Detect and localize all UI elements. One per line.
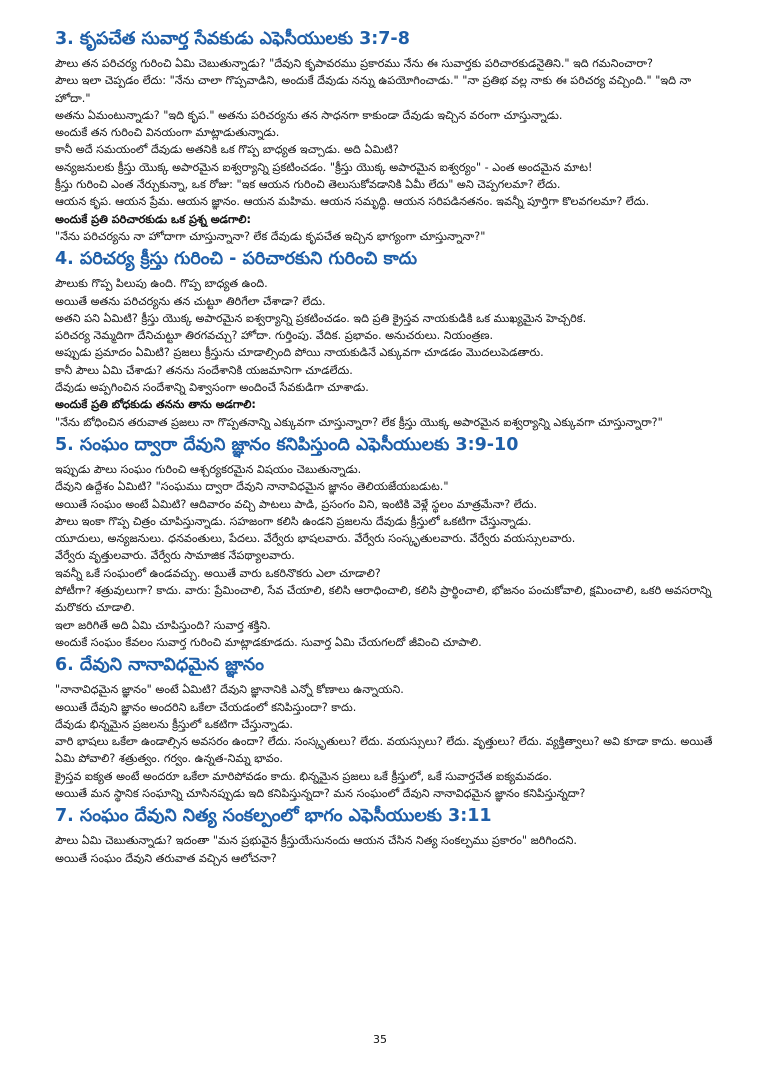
paragraph: అయితే సంఘం దేవుని తరువాత వచ్చిన ఆలోచనా? — [55, 851, 277, 865]
paragraph: క్రైస్తవ ఐక్యత అంటే అందరూ ఒకేలా మారిపోవడం కాదు. భిన్నమైన ప్రజలు ఒకే క్రీస్తులో, ఒకే సువార్తచేత ఐక్యమవడం. — [55, 769, 553, 783]
paragraph: అందుకే తన గురించి వినయంగా మాట్లాడుతున్నాడు. — [55, 126, 280, 140]
paragraph: దేవుని ఉద్దేశం ఏమిటి? "సంఘము ద్వారా దేవుని నానావిధమైన జ్ఞానం తెలియజేయబడుట." — [55, 480, 449, 494]
paragraph: అయితే మన స్థానిక సంఘాన్ని చూసినప్పుడు ఇది కనిపిస్తున్నదా? మన సంఘంలో దేవుని నానావిధమైన జ్ఞానం కనిపిస్తున్నదా? — [55, 786, 586, 800]
section-3 — [55, 28, 715, 245]
paragraph: అతను ఏమంటున్నాడు? "ఇది కృప." అతను పరిచర్యను తన సాధనగా కాకుండా దేవుడు ఇచ్చిన వరంగా చూస్తున్నాడు. — [55, 108, 563, 122]
paragraph: అయితే అతను పరిచర్యను తన చుట్టూ తిరిగేలా చేశాడా? లేదు. — [55, 294, 326, 308]
paragraph: ఇవన్నీ ఒకే సంఘంలో ఉండవచ్చు. అయితే వారు ఒకరినొకరు ఎలా చూడాలి? — [55, 566, 381, 580]
section-4 — [55, 248, 715, 431]
section-heading: 6. దేవుని నానావిధమైన జ్ఞానం — [55, 655, 265, 676]
paragraph: పోటీగా? శత్రువులుగా? కాదు. వారు: ప్రేమించాలి, సేవ చేయాలి, కలిసి ఆరాధించాలి, కలిసి ప్రార్థించాలి, భోజనం పంచుకోవాలి, క్షమించాలి, ఒకరి అవసరాన్ని మరొకరు చూడాలి. — [55, 584, 712, 615]
paragraph: పౌలు ఇలా చెప్పడం లేదు: "నేను చాలా గొప్పవాడిని, అందుకే దేవుడు నన్ను ఉపయోగించాడు." "నా ప్రతిభ వల్ల నాకు ఈ పరిచర్య వచ్చింది." "ఇది నా హోదా." — [55, 74, 692, 105]
page-number: 35 — [373, 1033, 387, 1046]
section-heading: 7. సంఘం దేవుని నిత్య సంకల్పంలో భాగం ఎఫెసీయులకు 3:11 — [55, 806, 492, 827]
paragraph: అప్పుడు ప్రమాదం ఏమిటి? ప్రజలు క్రీస్తును చూడాల్సింది పోయి నాయకుడినే ఎక్కువగా చూడడం మొదలుపెడతారు. — [55, 346, 544, 360]
paragraph: ఇప్పుడు పౌలు సంఘం గురించి ఆశ్చర్యకరమైన విషయం చెబుతున్నాడు. — [55, 462, 362, 476]
paragraph: క్రీస్తు గురించి ఎంత నేర్చుకున్నా, ఒక రోజు: "ఇక ఆయన గురించి తెలుసుకోవడానికి ఏమీ లేదు" అని చెప్పగలమా? లేదు. — [55, 178, 561, 192]
paragraph: దేవుడు అప్పగించిన సందేశాన్ని విశ్వాసంగా అందించే సేవకుడిగా చూశాడు. — [55, 381, 369, 395]
paragraph: అయితే సంఘం అంటే ఏమిటి? ఆదివారం వచ్చి పాటలు పాడి, ప్రసంగం విని, ఇంటికి వెళ్లే స్థలం మాత్రమేనా? లేదు. — [55, 497, 538, 511]
paragraph: అన్యజనులకు క్రీస్తు యొక్క అపారమైన ఐశ్వర్యాన్ని ప్రకటించడం. "క్రీస్తు యొక్క అపారమైన ఐశ్వర్యం" - ఎంత అందమైన మాట! — [55, 160, 593, 174]
paragraph: అయితే దేవుని జ్ఞానం అందరిని ఒకేలా చేయడంలో కనిపిస్తుందా? కాదు. — [55, 700, 357, 714]
paragraph: ఇలా జరిగితే అది ఏమి చూపిస్తుంది? సువార్త శక్తిని. — [55, 618, 271, 632]
paragraph: ఆయన కృప. ఆయన ప్రేమ. ఆయన జ్ఞానం. ఆయన మహిమ. ఆయన సమృద్ధి. ఆయన సరిపడినతనం. ఇవన్నీ పూర్తిగా కొలవగలమా? లేదు. — [55, 195, 650, 209]
paragraph: యూదులు, అన్యజనులు. ధనవంతులు, పేదలు. వేర్వేరు భాషలవారు. వేర్వేరు సంస్కృతులవారు. వేర్వేరు వయస్సులవారు. — [55, 532, 576, 546]
paragraph: వారి భాషలు ఒకేలా ఉండాల్సిన అవసరం ఉందా? లేదు. సంస్కృతులు? లేదు. వయస్సులు? లేదు. వృత్తులు? లేదు. వ్యక్తిత్వాలు? అవి కూడా కాదు. అయితే ఏమి పోవాలి? శత్రుత్వం. గర్వం. ఉన్నత-నిమ్న భావం. — [55, 735, 713, 766]
section-heading: 3. కృపచేత సువార్త సేవకుడు ఎఫెసీయులకు 3:7-8 — [55, 29, 410, 49]
paragraph: పౌలుకు గొప్ప పిలుపు ఉంది. గొప్ప బాధ్యత ఉంది. — [55, 277, 268, 291]
section-heading: 5. సంఘం ద్వారా దేవుని జ్ఞానం కనిపిస్తుంది ఎఫెసీయులకు 3:9-10 — [55, 434, 519, 455]
paragraph: పౌలు ఇంకా గొప్ప చిత్రం చూపిస్తున్నాడు. సహజంగా కలిసి ఉండని ప్రజలను దేవుడు క్రీస్తులో ఒకటిగా చేస్తున్నాడు. — [55, 514, 532, 528]
section-5 — [55, 434, 715, 651]
paragraph: "నేను పరిచర్యను నా హోదాగా చూస్తున్నానా? లేక దేవుడు కృపచేత ఇచ్చిన భాగ్యంగా చూస్తున్నానా?" — [55, 229, 486, 243]
section-7 — [55, 805, 715, 867]
document-body — [55, 28, 715, 870]
paragraph: పౌలు తన పరిచర్య గురించి ఏమి చెబుతున్నాడు? "దేవుని కృపావరము ప్రకారము నేను ఈ సువార్తకు పరిచారకుడనైతిని." ఇది గమనించారా? — [55, 57, 653, 70]
paragraph: అందుకే సంఘం కేవలం సువార్త గురించి మాట్లాడకూడదు. సువార్త ఏమి చేయగలదో జీవించి చూపాలి. — [55, 635, 482, 649]
paragraph: దేవుడు భిన్నమైన ప్రజలను క్రీస్తులో ఒకటిగా చేస్తున్నాడు. — [55, 717, 293, 731]
paragraph: కానీ అదే సమయంలో దేవుడు అతనికి ఒక గొప్ప బాధ్యత ఇచ్చాడు. అది ఏమిటి? — [55, 143, 399, 157]
paragraph: పరిచర్య నెమ్మదిగా దేనిచుట్టూ తిరగవచ్చు? హోదా. గుర్తింపు. వేదిక. ప్రభావం. అనుచరులు. నియంత్రణ. — [55, 329, 494, 343]
paragraph: పౌలు ఏమి చెబుతున్నాడు? ఇదంతా "మన ప్రభువైన క్రీస్తుయేసునందు ఆయన చేసిన నిత్య సంకల్పము ప్రకారం" జరిగిందని. — [55, 834, 577, 848]
emphasis-line: అందుకే ప్రతి బోధకుడు తనను తాను అడగాలి: — [55, 398, 256, 412]
paragraph: "నేను బోధించిన తరువాత ప్రజలు నా గొప్పతనాన్ని ఎక్కువగా చూస్తున్నారా? లేక క్రీస్తు యొక్క అపారమైన ఐశ్వర్యాన్ని ఎక్కువగా చూస్తున్నారా?" — [55, 415, 663, 429]
paragraph: అతని పని ఏమిటి? క్రీస్తు యొక్క అపారమైన ఐశ్వర్యాన్ని ప్రకటించడం. ఇది ప్రతి క్రైస్తవ నాయకుడికి ఒక ముఖ్యమైన హెచ్చరిక. — [55, 311, 587, 325]
section-heading: 4. పరిచర్య క్రీస్తు గురించి - పరిచారకుని గురించి కాదు — [55, 249, 418, 270]
paragraph: కానీ పౌలు ఏమి చేశాడు? తనను సందేశానికి యజమానిగా చూడలేదు. — [55, 363, 353, 377]
paragraph: వేర్వేరు వృత్తులవారు. వేర్వేరు సామాజిక నేపథ్యాలవారు. — [55, 549, 295, 563]
paragraph: "నానావిధమైన జ్ఞానం" అంటే ఏమిటి? దేవుని జ్ఞానానికి ఎన్నో కోణాలు ఉన్నాయని. — [55, 683, 404, 697]
emphasis-line: అందుకే ప్రతి పరిచారకుడు ఒక ప్రశ్న అడగాలి: — [55, 212, 251, 226]
section-6 — [55, 654, 715, 802]
